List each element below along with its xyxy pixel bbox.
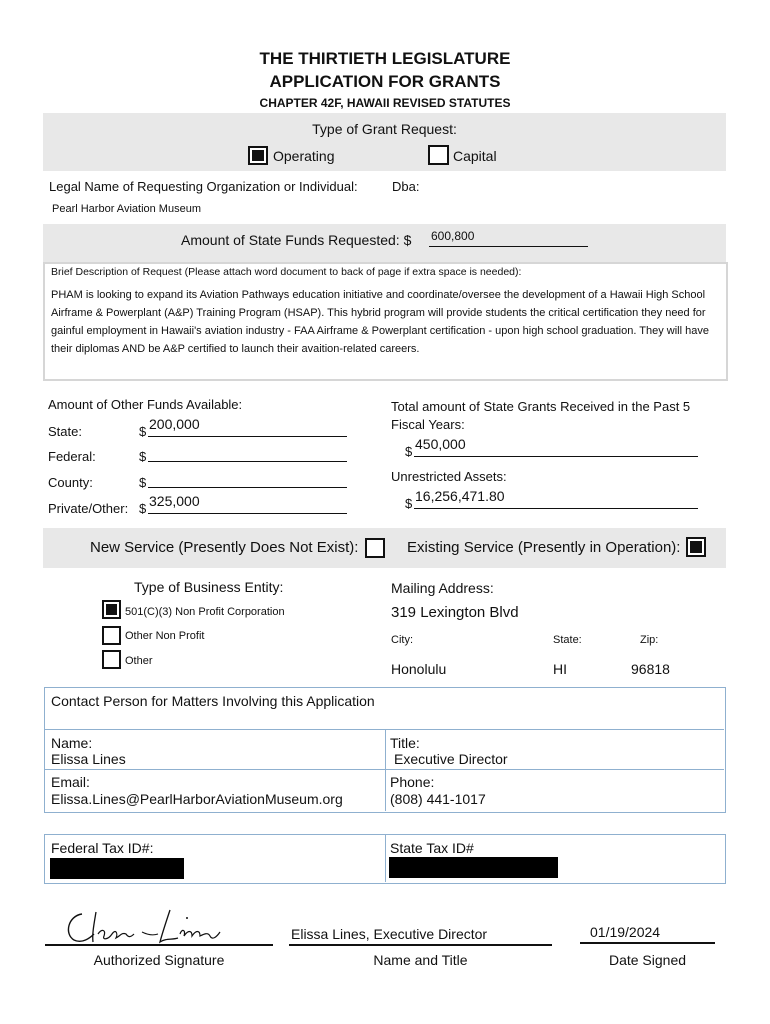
private-funds-value[interactable]: 325,000 — [149, 493, 200, 509]
name-title-line — [289, 944, 552, 946]
new-service-checkbox[interactable] — [365, 538, 385, 558]
handwritten-signature — [60, 904, 230, 949]
county-funds-line — [148, 487, 347, 488]
past-grants-label-line1: Total amount of State Grants Received in the Past 5 — [391, 399, 691, 414]
state-funds-label: State: — [48, 424, 82, 439]
operating-checkbox[interactable] — [248, 146, 268, 165]
zip-label: Zip: — [640, 634, 659, 646]
past-grants-dollar: $ — [405, 444, 413, 459]
state-funds-value[interactable]: 200,000 — [149, 416, 200, 432]
contact-email-label: Email: — [51, 774, 90, 790]
date-signed-value[interactable]: 01/19/2024 — [590, 924, 661, 940]
capital-checkbox[interactable] — [428, 145, 449, 165]
entity-other-checkbox[interactable] — [102, 650, 121, 669]
grant-type-label: Type of Grant Request: — [312, 121, 457, 137]
entity-other-nonprofit-checkbox[interactable] — [102, 626, 121, 645]
date-signed-line — [580, 942, 715, 944]
description-text[interactable]: PHAM is looking to expand its Aviation Pathways education initiative and coordinate/oversee the development of a Hawaii High School Airframe & Powerplant (A&P) Training Program (HSAP). This hybrid program will provide students the critical certification they need for gainful employment in Hawaii's aviation industry - FAA Airframe & Powerplant certification - upon high school graduation. They will have their diplomas AND be A&P certified to launch their avaition-related careers. — [51, 289, 709, 355]
private-funds-dollar: $ — [139, 501, 147, 516]
date-signed-label: Date Signed — [608, 952, 687, 968]
unrestricted-assets-line — [414, 508, 698, 509]
contact-divider-vertical — [385, 729, 386, 811]
state-label: State: — [553, 634, 582, 646]
entity-501c3-label: 501(C)(3) Non Profit Corporation — [125, 606, 285, 618]
dba-label: Dba: — [392, 179, 420, 194]
past-grants-value[interactable]: 450,000 — [415, 436, 466, 452]
unrestricted-assets-value[interactable]: 16,256,471.80 — [415, 488, 505, 504]
contact-email-value[interactable]: Elissa.Lines@PearlHarborAviationMuseum.org — [51, 791, 343, 807]
existing-service-label: Existing Service (Presently in Operation): — [407, 539, 681, 556]
contact-divider-top — [44, 729, 724, 730]
contact-name-label: Name: — [51, 735, 93, 751]
tax-id-divider — [385, 834, 386, 882]
form-title-application: APPLICATION FOR GRANTS — [269, 72, 501, 91]
form-title-legislature: THE THIRTIETH LEGISLATURE — [259, 49, 511, 68]
state-funds-line — [148, 436, 347, 437]
federal-tax-id-label: Federal Tax ID#: — [51, 840, 154, 856]
name-title-label: Name and Title — [373, 952, 468, 968]
private-funds-label: Private/Other: — [48, 501, 129, 516]
amount-requested-label: Amount of State Funds Requested: $ — [181, 232, 412, 248]
legal-name-value[interactable]: Pearl Harbor Aviation Museum — [52, 203, 201, 215]
contact-header: Contact Person for Matters Involving this Application — [51, 693, 375, 709]
state-value[interactable]: HI — [553, 661, 567, 677]
federal-funds-dollar: $ — [139, 449, 147, 464]
county-funds-dollar: $ — [139, 475, 147, 490]
amount-requested-value[interactable]: 600,800 — [431, 229, 475, 243]
new-service-label: New Service (Presently Does Not Exist): — [90, 539, 359, 556]
contact-name-value[interactable]: Elissa Lines — [51, 751, 126, 767]
description-label: Brief Description of Request (Please attach word document to back of page if extra space is needed): — [51, 266, 522, 278]
mailing-address-value[interactable]: 319 Lexington Blvd — [391, 604, 519, 621]
city-label: City: — [391, 634, 413, 646]
authorized-signature-label: Authorized Signature — [93, 952, 225, 968]
mailing-address-label: Mailing Address: — [391, 580, 494, 596]
entity-other-label: Other — [125, 655, 153, 667]
county-funds-label: County: — [48, 475, 93, 490]
state-tax-id-label: State Tax ID# — [390, 840, 474, 856]
entity-other-nonprofit-label: Other Non Profit — [125, 630, 205, 642]
contact-phone-label: Phone: — [390, 774, 435, 790]
capital-label: Capital — [453, 148, 497, 164]
contact-title-label: Title: — [390, 735, 420, 751]
existing-service-checkbox[interactable] — [686, 537, 706, 557]
legal-name-label: Legal Name of Requesting Organization or Individual: — [49, 179, 358, 194]
entity-501c3-checkbox[interactable] — [102, 600, 121, 619]
city-value[interactable]: Honolulu — [391, 661, 447, 677]
contact-title-value[interactable]: Executive Director — [394, 751, 508, 767]
business-entity-label: Type of Business Entity: — [134, 579, 284, 595]
zip-value[interactable]: 96818 — [631, 661, 670, 677]
private-funds-line — [148, 513, 347, 514]
federal-funds-line — [148, 461, 347, 462]
past-grants-label-line2: Fiscal Years: — [391, 417, 465, 432]
name-title-value[interactable]: Elissa Lines, Executive Director — [291, 926, 488, 942]
operating-label: Operating — [273, 148, 335, 164]
federal-tax-id-redaction — [50, 858, 184, 879]
state-funds-dollar: $ — [139, 424, 147, 439]
form-title-chapter: CHAPTER 42F, HAWAII REVISED STATUTES — [259, 96, 511, 110]
amount-requested-line — [429, 246, 588, 247]
unrestricted-assets-label: Unrestricted Assets: — [391, 469, 507, 484]
state-tax-id-redaction — [389, 857, 558, 878]
past-grants-line — [414, 456, 698, 457]
other-funds-label: Amount of Other Funds Available: — [48, 397, 243, 412]
federal-funds-label: Federal: — [48, 449, 96, 464]
signature-line — [45, 944, 273, 946]
contact-divider-mid — [44, 769, 724, 770]
contact-phone-value[interactable]: (808) 441-1017 — [390, 791, 486, 807]
unrestricted-assets-dollar: $ — [405, 496, 413, 511]
